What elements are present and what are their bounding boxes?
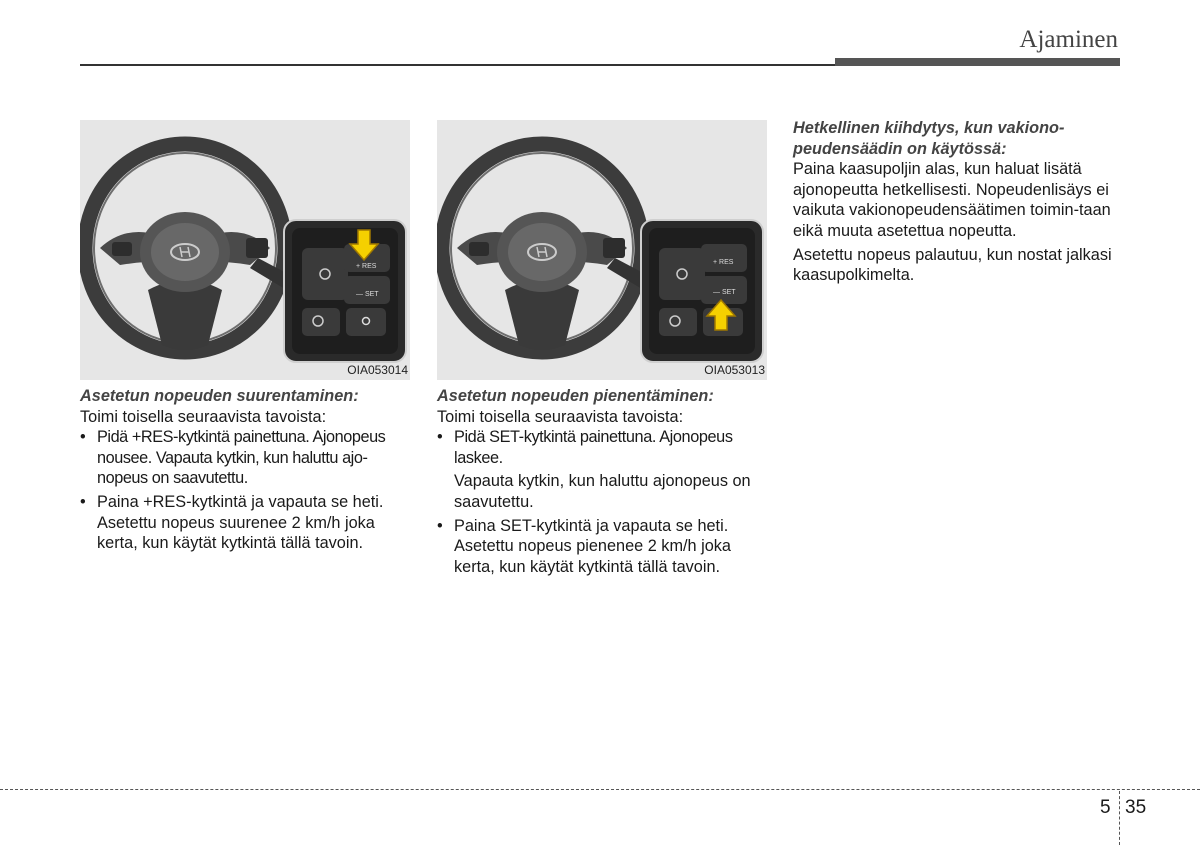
increase-speed-section (80, 386, 408, 554)
steering-wheel-figure-set (437, 120, 767, 380)
section-heading: Asetetun nopeuden pienentäminen: (437, 387, 714, 405)
temporary-acceleration-section (793, 118, 1121, 286)
list-item: • Paina +RES-kytkintä ja vapauta se heti. Asetettu nopeus suurenee 2 km/h joka kerta, kun käytät kytkintä tällä tavoin. (80, 492, 408, 554)
section-heading: Hetkellinen kiihdytys, kun vakiono-peudensäädin on käytössä: (793, 119, 1065, 158)
list-item: • Pidä +RES-kytkintä painettuna. Ajonopeus nousee. Vapauta kytkin, kun haluttu ajo-nopeus on saavutettu. (80, 427, 408, 489)
list-item: • Pidä SET-kytkintä painettuna. Ajonopeus laskee. (437, 427, 765, 468)
paragraph: Asetettu nopeus palautuu, kun nostat jalkasi kaasupolkimelta. (793, 245, 1112, 285)
chapter-title: Ajaminen (1019, 26, 1118, 53)
steering-wheel-illustration (80, 120, 410, 380)
header-rule (80, 64, 835, 66)
page-separator (1119, 791, 1120, 845)
res-switch-label: + RES (356, 263, 377, 270)
list-item-continuation: Vapauta kytkin, kun haluttu ajonopeus on saavutettu. (454, 472, 751, 511)
figure-code: OIA053013 (704, 363, 765, 377)
steering-wheel-figure-res (80, 120, 410, 380)
paragraph: Paina kaasupoljin alas, kun haluat lisätä ajonopeutta hetkellisesti. Nopeudenlisäys ei vaikuta vakionopeudensäätimen toimin-taan eikä muuta asetettua nopeutta. (793, 160, 1111, 240)
chapter-number: 5 (1100, 797, 1111, 818)
set-switch-label: — SET (713, 289, 736, 296)
intro-text: Toimi toisella seuraavista tavoista: (80, 407, 327, 426)
intro-text: Toimi toisella seuraavista tavoista: (437, 407, 684, 426)
header-bar (835, 58, 1120, 66)
footer-rule (0, 789, 1200, 790)
steering-wheel-illustration (437, 120, 767, 380)
set-switch-label: — SET (356, 291, 379, 298)
page-number: 35 (1125, 797, 1147, 818)
res-switch-label: + RES (713, 259, 734, 266)
figure-code: OIA053014 (347, 363, 408, 377)
section-heading: Asetetun nopeuden suurentaminen: (80, 387, 359, 405)
list-item: • Paina SET-kytkintä ja vapauta se heti. Asetettu nopeus pienenee 2 km/h joka kerta, kun käytät kytkintä tällä tavoin. (437, 516, 765, 578)
decrease-speed-section (437, 386, 765, 577)
